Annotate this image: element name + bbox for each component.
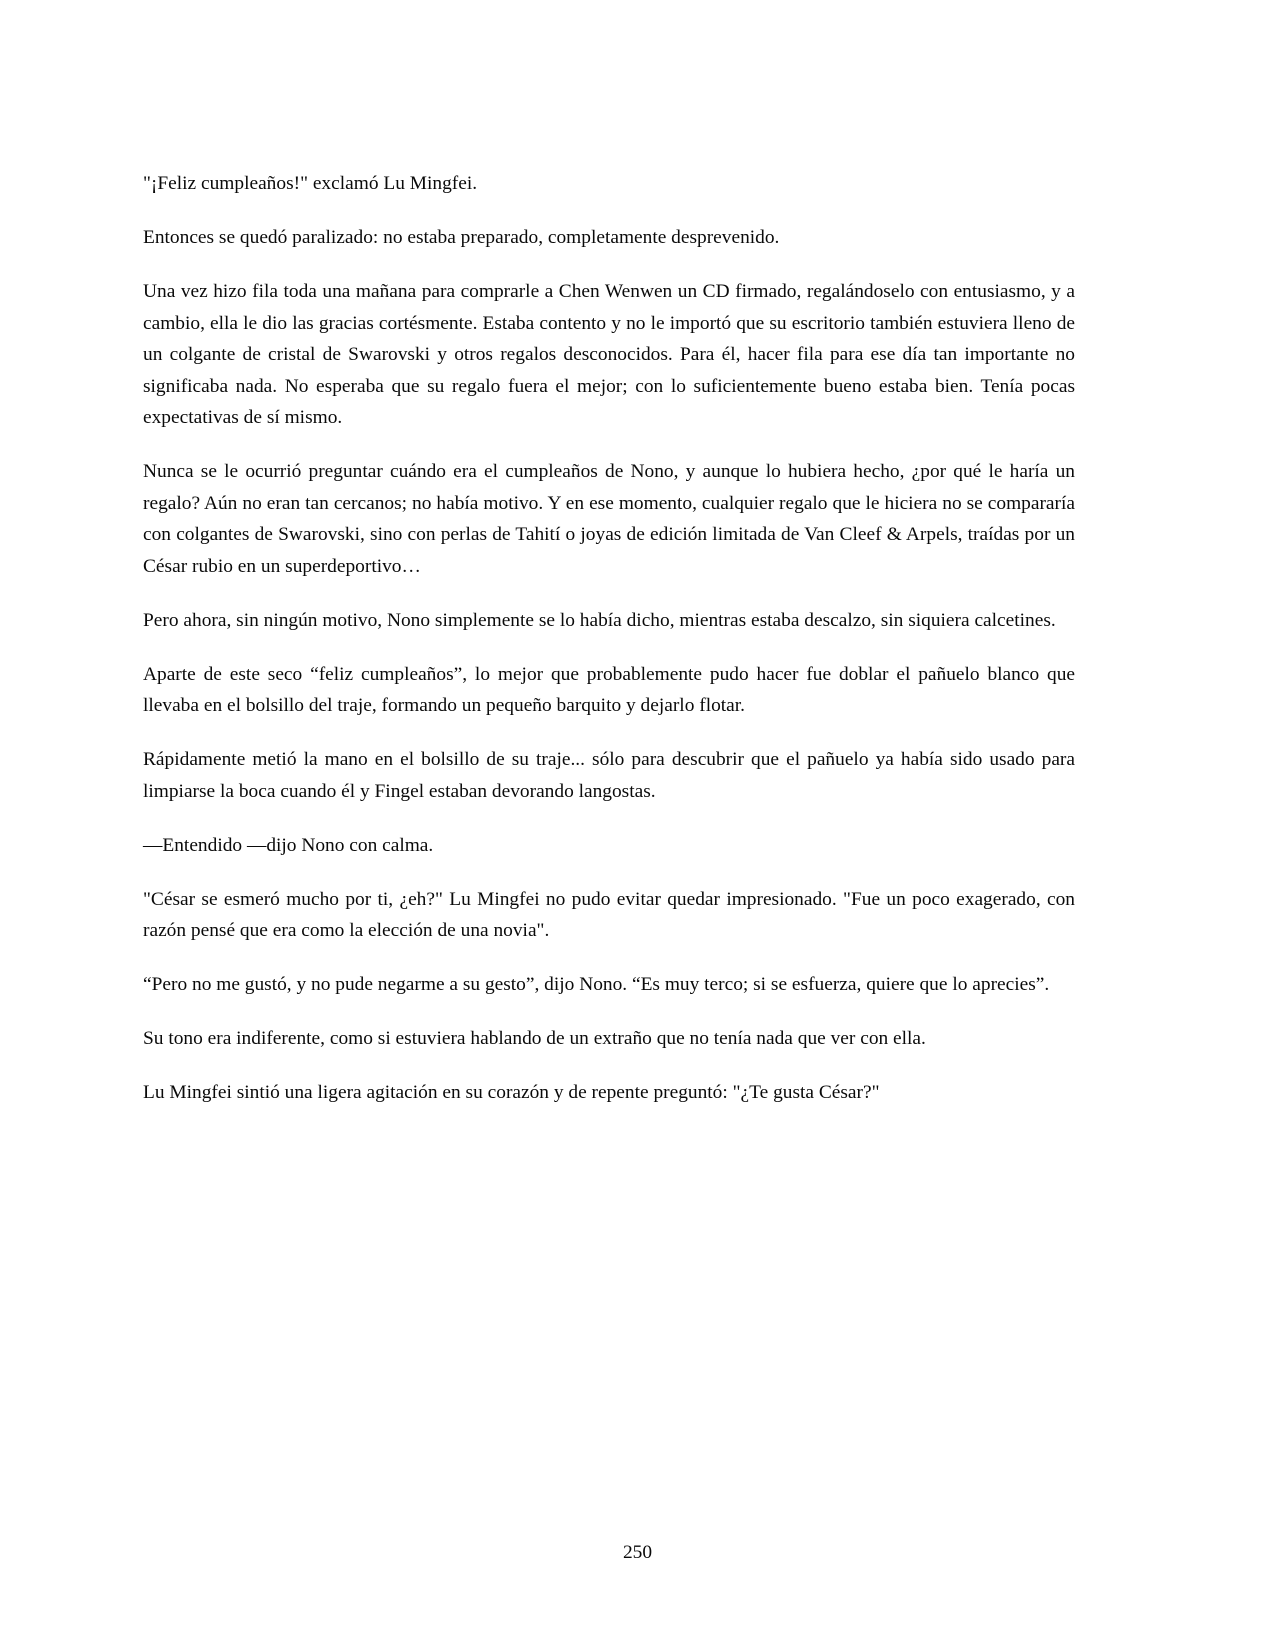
- paragraph-4: Nunca se le ocurrió preguntar cuándo era el cumpleaños de Nono, y aunque lo hubiera hecho, ¿por qué le haría un regalo? Aún no eran tan cercanos; no había motivo. Y en ese momento, cualquier regalo que le hiciera no se compararía con colgantes de Swarovski, sino con perlas de Tahití o joyas de edición limitada de Van Cleef & Arpels, traídas por un César rubio en un superdeportivo…: [143, 461, 1075, 577]
- paragraph-7: Rápidamente metió la mano en el bolsillo de su traje... sólo para descubrir que el pañuelo ya había sido usado para limpiarse la boca cuando él y Fingel estaban devorando langostas.: [143, 749, 1075, 802]
- paragraph-9: "César se esmeró mucho por ti, ¿eh?" Lu Mingfei no pudo evitar quedar impresionado. "Fue un poco exagerado, con razón pensé que era como la elección de una novia".: [143, 888, 1075, 941]
- body-text-column: [143, 168, 1075, 1109]
- paragraph-5: Pero ahora, sin ningún motivo, Nono simplemente se lo había dicho, mientras estaba descalzo, sin siquiera calcetines.: [143, 609, 1056, 631]
- paragraph-12: Lu Mingfei sintió una ligera agitación en su corazón y de repente preguntó: "¿Te gusta César?": [143, 1082, 880, 1103]
- paragraph-8: —Entendido —dijo Nono con calma.: [143, 834, 434, 856]
- paragraph-10: “Pero no me gustó, y no pude negarme a su gesto”, dijo Nono. “Es muy terco; si se esfuerza, quiere que lo aprecies”.: [143, 974, 1050, 995]
- paragraph-2: Entonces se quedó paralizado: no estaba preparado, completamente desprevenido.: [143, 227, 780, 248]
- page-number: 250: [622, 1542, 653, 1563]
- paragraph-3: Una vez hizo fila toda una mañana para comprarle a Chen Wenwen un CD firmado, regalándoselo con entusiasmo, y a cambio, ella le dio las gracias cortésmente. Estaba contento y no le importó que su escritorio también estuviera lleno de un colgante de cristal de Swarovski y otros regalos desconocidos. Para él, hacer fila para ese día tan importante no significaba nada. No esperaba que su regalo fuera el mejor; con lo suficientemente bueno estaba bien. Tenía pocas expectativas de sí mismo.: [143, 281, 1075, 428]
- paragraph-11: Su tono era indiferente, como si estuviera hablando de un extraño que no tenía nada que ver con ella.: [143, 1028, 926, 1049]
- paragraph-1: "¡Feliz cumpleaños!" exclamó Lu Mingfei.: [143, 173, 478, 194]
- paragraph-6: Aparte de este seco “feliz cumpleaños”, lo mejor que probablemente pudo hacer fue doblar el pañuelo blanco que llevaba en el bolsillo del traje, formando un pequeño barquito y dejarlo flotar.: [143, 663, 1075, 716]
